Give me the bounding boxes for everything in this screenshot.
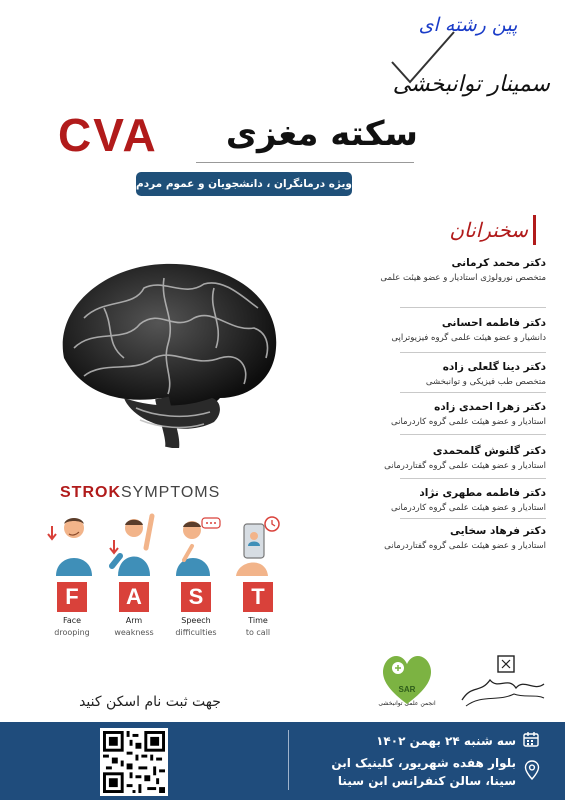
fast-letter: T	[243, 582, 273, 612]
registration-qr-code[interactable]	[100, 728, 168, 796]
speaker-item	[340, 316, 546, 344]
speaker-role: متخصص طب فیزیکی و توانبخشی	[425, 377, 546, 387]
speaker-name: دکتر دینا گلعلی زاده	[442, 361, 546, 373]
fast-item-speech	[170, 512, 222, 637]
speaker-name: دکتر فاطمه مطهری نژاد	[419, 487, 546, 499]
page-title	[58, 108, 418, 168]
speaker-item	[340, 486, 546, 514]
speaker-divider	[400, 307, 546, 308]
speaker-item	[340, 400, 546, 428]
seminar-script-heading: پین رشته ای	[418, 14, 518, 36]
brain-illustration	[44, 248, 294, 448]
speaker-role: استادیار و عضو هیئت علمی گروه گفتاردرمانی	[384, 541, 546, 551]
title-persian: سکته مغزی	[225, 114, 418, 154]
title-cva: CVA	[58, 109, 158, 161]
fast-item-face	[46, 512, 98, 637]
speaker-role: دانشیار و عضو هیئت علمی گروه فیزیوتراپی	[391, 333, 546, 343]
sar-caption: انجمن علمی توانبخشی	[378, 700, 436, 707]
title-divider	[196, 162, 414, 163]
location-pin-icon	[524, 760, 540, 780]
drooping-face-person-icon	[46, 512, 98, 576]
event-address	[320, 754, 516, 790]
speech-bubble-person-icon	[170, 512, 222, 576]
speakers-heading: سخنرانان	[396, 213, 536, 249]
footer-divider	[288, 730, 289, 790]
speaker-name: دکتر فرهاد سخایی	[449, 525, 546, 537]
fast-letter: S	[181, 582, 211, 612]
speaker-name: دکتر زهرا احمدی زاده	[434, 401, 546, 413]
stroke-symptoms-title: STROKSYMPTOMS	[60, 484, 221, 501]
fast-item-arm	[108, 512, 160, 637]
fast-item-time	[232, 512, 284, 637]
speaker-divider	[400, 392, 546, 393]
address-line-1: بلوار هفده شهریور، کلینیک ابن	[331, 756, 516, 770]
audience-badge: ویژه درمانگران ، دانشجویان و عموم مردم	[136, 172, 352, 196]
speaker-role: استادیار و عضو هیئت علمی گروه گفتاردرمانی	[384, 461, 546, 471]
speaker-divider	[400, 434, 546, 435]
speaker-name: دکتر فاطمه احسانی	[441, 317, 546, 329]
speaker-name: دکتر محمد کرمانی	[451, 257, 546, 269]
fast-caption: Face	[62, 616, 82, 625]
fast-caption-sub: to call	[245, 628, 271, 637]
fast-caption: Speech	[181, 616, 211, 625]
address-line-2: سینا، سالن کنفرانس ابن سینا	[337, 774, 516, 788]
speaker-item	[340, 360, 546, 388]
registration-instruction: جهت ثبت نام اسکن کنید	[79, 694, 221, 710]
speaker-divider	[400, 352, 546, 353]
speaker-item	[340, 444, 546, 472]
fast-symptoms	[46, 512, 286, 642]
seminar-subtitle: سمینار توانبخشی	[392, 72, 550, 97]
fast-caption-sub: drooping	[54, 628, 90, 637]
event-date: سه شنبه ۲۴ بهمن ۱۴۰۲	[376, 734, 516, 748]
speaker-item	[340, 256, 546, 284]
speaker-item	[340, 524, 546, 552]
fast-caption: Arm	[125, 616, 143, 625]
sar-logo-text: SAR	[398, 685, 416, 694]
speaker-name: دکتر گلنوش گلمحمدی	[432, 445, 546, 457]
speaker-divider	[400, 478, 546, 479]
phone-call-icon	[232, 512, 284, 576]
speaker-role: استادیار و عضو هیئت علمی گروه کاردرمانی	[391, 503, 546, 513]
speaker-role: متخصص نورولوژی استادیار و عضو هیئت علمی	[380, 273, 546, 283]
university-logo	[458, 654, 548, 708]
speaker-role: استادیار و عضو هیئت علمی گروه کاردرمانی	[391, 417, 546, 427]
fast-caption-sub: difficulties	[175, 628, 217, 637]
fast-letter: F	[57, 582, 87, 612]
fast-caption: Time	[248, 616, 268, 625]
fast-caption-sub: weakness	[114, 628, 154, 637]
speaker-divider	[400, 518, 546, 519]
raised-arm-person-icon	[108, 512, 160, 576]
calendar-icon	[522, 730, 540, 748]
fast-letter: A	[119, 582, 149, 612]
